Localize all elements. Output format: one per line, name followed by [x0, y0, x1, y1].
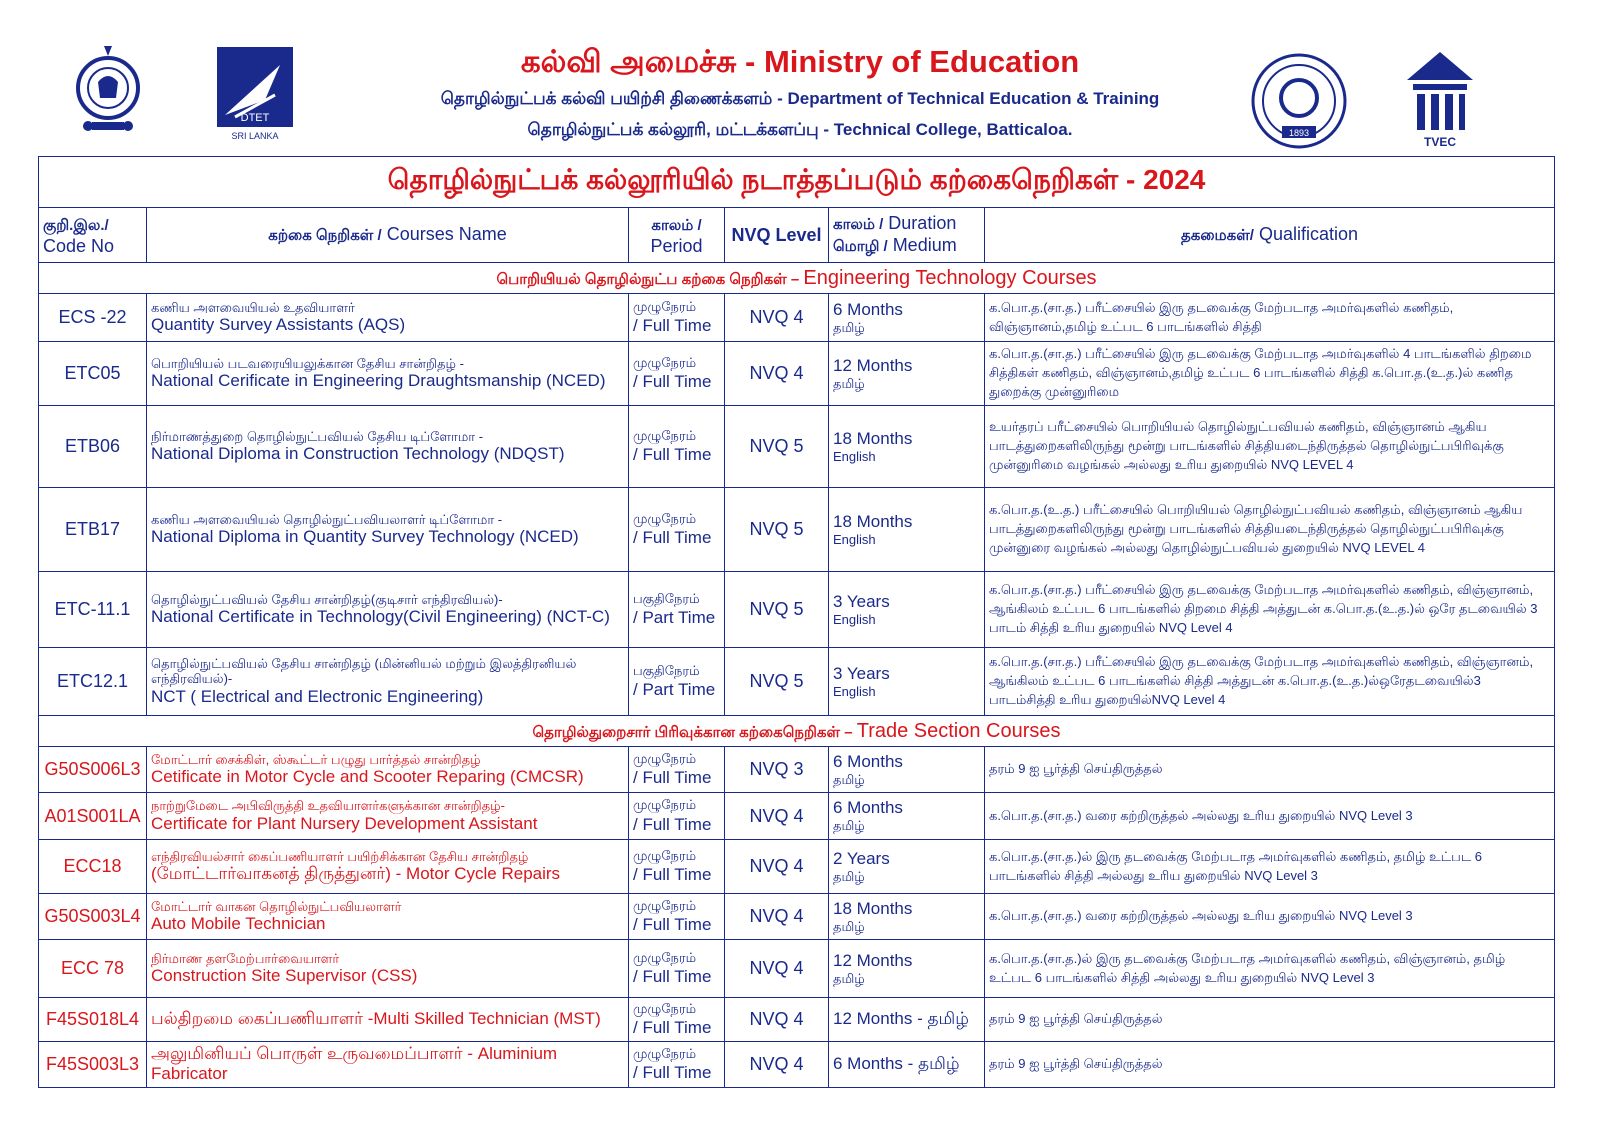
- qualification: க.பொ.த.(சா.த.) வரை கற்றிருத்தல் அல்லது உரிய துறையில் NVQ Level 3: [985, 894, 1555, 940]
- period-cell: [629, 1042, 725, 1088]
- course-row: [39, 840, 1555, 894]
- period-en: / Full Time: [633, 967, 712, 986]
- medium: தமிழ்: [833, 375, 865, 391]
- qualification: க.பொ.த.(உ.த.) பரீட்சையில் பொறியியல் தொழில்நுட்பவியல் கணிதம், விஞ்ஞானம் ஆகிய பாடத்துறைகளிலிருந்து மூன்று பாடங்களில் சித்தியடைந்திருத்தல் தொழில்நுட்பபிரிவுக்கு முன்னுரை வழங்கல் அல்லது தொழில்நுட்பவியல் துறையில் NVQ LEVEL 4: [985, 488, 1555, 572]
- period-cell: [629, 648, 725, 716]
- period-en: / Full Time: [633, 528, 712, 547]
- section-title-en: Engineering Technology Courses: [803, 266, 1097, 289]
- medium: English: [833, 448, 876, 464]
- period-en: / Full Time: [633, 316, 712, 335]
- period-en: / Full Time: [633, 768, 712, 787]
- course-code: ETB06: [39, 406, 147, 488]
- course-name-ta: கணிய அளவையியல் தொழில்நுட்பவியலாளர் டிப்ளோமா -: [151, 511, 503, 527]
- period-ta: முழுநேரம்: [633, 949, 697, 965]
- course-row: [39, 793, 1555, 840]
- course-name-ta: பொறியியல் படவரையியலுக்கான தேசிய சான்றிதழ் -: [151, 355, 464, 371]
- tvec-logo-text: TVEC: [1423, 135, 1457, 148]
- col-header-course: [147, 208, 629, 263]
- period-ta: முழுநேரம்: [633, 298, 697, 314]
- course-name-cell: [147, 747, 629, 793]
- duration: 2 Years: [833, 848, 890, 868]
- course-name-en: Certificate for Plant Nursery Development Assistant: [151, 813, 538, 833]
- duration: 18 Months: [833, 898, 913, 918]
- duration: 12 Months: [833, 950, 913, 970]
- medium: தமிழ்: [833, 771, 865, 787]
- course-name-ta: கணிய அளவையியல் உதவியாளர்: [151, 299, 355, 315]
- period-en: / Full Time: [633, 1062, 712, 1082]
- nvq-level: NVQ 5: [725, 488, 829, 572]
- course-code: ECC 78: [39, 940, 147, 998]
- section-header-row: [39, 263, 1555, 294]
- qualification: க.பொ.த.(சா.த.) பரீட்சையில் இரு தடவைக்கு மேற்படாத அமர்வுகளில் கணிதம், விஞ்ஞானம், ஆங்கிலம் உட்பட 6 பாடங்களில் திறமை சித்தி அத்துடன் க.பொ.த.(உ.த.)ல் ஒரே தடவையில் 3 பாடம் சித்தி உரிய துறையில் NVQ Level 4: [985, 572, 1555, 648]
- qualification: க.பொ.த.(சா.த.) பரீட்சையில் இரு தடவைக்கு மேற்படாத அமர்வுகளில் கணிதம், விஞ்ஞானம், ஆங்கிலம் உட்பட 6 பாடங்களில் சித்தி அத்துடன் க.பொ.த.(உ.த.)ல்ஒரேதடவையில்3 பாடம்சித்தி உரிய துறையில்NVQ Level 4: [985, 648, 1555, 716]
- course-code: F45S003L3: [39, 1042, 147, 1088]
- nvq-level: NVQ 4: [725, 998, 829, 1042]
- course-name-en: Cetificate in Motor Cycle and Scooter Reparing (CMCSR): [151, 767, 584, 787]
- col-header-duration: [829, 208, 985, 263]
- course-name-cell: [147, 648, 629, 716]
- period-cell: [629, 342, 725, 406]
- course-row: [39, 342, 1555, 406]
- col-period-ta: காலம் /: [651, 216, 702, 234]
- course-code: F45S018L4: [39, 998, 147, 1042]
- col-header-qualification: [985, 208, 1555, 263]
- college-title: தொழில்நுட்பக் கல்லூரி, மட்டக்களப்பு - Technical College, Batticaloa.: [527, 120, 1073, 139]
- duration: 18 Months: [833, 511, 913, 531]
- medium: தமிழ்: [833, 918, 865, 934]
- duration-cell: [829, 648, 985, 716]
- duration-cell: [829, 1042, 985, 1088]
- period-en: / Part Time: [633, 680, 716, 699]
- course-name-cell: [147, 940, 629, 998]
- course-name-en: அலுமினியப் பொருள் உருவமைப்பாளர் - Aluminium Fabricator: [151, 1044, 558, 1084]
- course-code: ETC12.1: [39, 648, 147, 716]
- period-en: / Full Time: [633, 372, 712, 391]
- period-ta: முழுநேரம்: [633, 510, 697, 526]
- col-nvq: NVQ Level: [731, 224, 822, 245]
- period-en: / Part Time: [633, 608, 716, 627]
- duration-cell: [829, 998, 985, 1042]
- course-code: ETB17: [39, 488, 147, 572]
- col-code-en: Code No: [43, 235, 115, 256]
- course-name-en: (மோட்டார்வாகனத் திருத்துனர்) - Motor Cycle Repairs: [151, 864, 561, 884]
- duration-cell: [829, 793, 985, 840]
- section-title-ta: தொழில்துறைசார் பிரிவுக்கான கற்கைநெறிகள் –: [532, 723, 857, 741]
- col-header-period: [629, 208, 725, 263]
- dtet-logo-subtext: SRI LANKA: [231, 131, 279, 141]
- col-med-ta: மொழி /: [833, 238, 888, 255]
- duration: 6 Months: [833, 751, 903, 771]
- course-row: [39, 294, 1555, 342]
- period-ta: பகுதிநேரம்: [633, 662, 700, 678]
- medium: தமிழ்: [833, 818, 865, 834]
- period-ta: முழுநேரம்: [633, 1000, 697, 1016]
- qualification: க.பொ.த.(சா.த.) வரை கற்றிருத்தல் அல்லது உரிய துறையில் NVQ Level 3: [985, 793, 1555, 840]
- nvq-level: NVQ 4: [725, 1042, 829, 1088]
- course-code: G50S003L4: [39, 894, 147, 940]
- course-row: [39, 940, 1555, 998]
- course-name-cell: [147, 998, 629, 1042]
- medium: தமிழ்: [833, 868, 865, 884]
- period-cell: [629, 406, 725, 488]
- col-qual-en: Qualification: [1253, 224, 1358, 244]
- courses-table-body: [39, 263, 1555, 1088]
- nvq-level: NVQ 5: [725, 648, 829, 716]
- nvq-level: NVQ 4: [725, 840, 829, 894]
- period-cell: [629, 572, 725, 648]
- dtet-logo-text: DTET: [240, 112, 270, 124]
- course-row: [39, 572, 1555, 648]
- course-row: [39, 894, 1555, 940]
- course-name-cell: [147, 572, 629, 648]
- course-name-ta: எந்திரவியல்சார் கைப்பணியாளர் பயிற்சிக்கான தேசிய சான்றிதழ்: [151, 848, 529, 864]
- nvq-level: NVQ 4: [725, 940, 829, 998]
- duration: 3 Years: [833, 591, 890, 611]
- col-course-ta: கற்கை நெறிகள் /: [268, 227, 382, 244]
- duration: 6 Months: [833, 299, 903, 319]
- nvq-level: NVQ 5: [725, 572, 829, 648]
- period-cell: [629, 940, 725, 998]
- duration-cell: [829, 406, 985, 488]
- course-name-ta: மோட்டார் சைக்கிள், ஸ்கூட்டர் பழுது பார்த்தல் சான்றிதழ்: [151, 751, 481, 767]
- duration-cell: [829, 342, 985, 406]
- ministry-title: கல்வி அமைச்சு - Ministry of Education: [520, 44, 1080, 79]
- period-ta: முழுநேரம்: [633, 847, 697, 863]
- course-name-en: Auto Mobile Technician: [151, 914, 326, 934]
- period-ta: முழுநேரம்: [633, 354, 697, 370]
- course-name-en: National Cerificate in Engineering Draughtsmanship (NCED): [151, 371, 606, 391]
- courses-banner: தொழில்நுட்பக் கல்லூரியில் நடாத்தப்படும் கற்கைநெறிகள் - 2024: [39, 157, 1555, 208]
- course-name-cell: [147, 342, 629, 406]
- col-dur-ta: காலம் /: [833, 216, 884, 233]
- duration-cell: [829, 294, 985, 342]
- qualification: க.பொ.த.(சா.த.)ல் இரு தடவைக்கு மேற்படாத அமர்வுகளில் கணிதம், விஞ்ஞானம், தமிழ் உட்பட 6 பாடங்களில் சித்தி அல்லது உரிய துறையில் NVQ Level 3: [985, 940, 1555, 998]
- qualification: தரம் 9 ஐ பூர்த்தி செய்திருத்தல்: [985, 998, 1555, 1042]
- table-header-row: [39, 208, 1555, 263]
- course-row: [39, 648, 1555, 716]
- section-title: [39, 716, 1555, 747]
- duration: 12 Months - தமிழ்: [833, 1009, 969, 1029]
- period-cell: [629, 488, 725, 572]
- medium: தமிழ்: [833, 319, 865, 335]
- period-cell: [629, 793, 725, 840]
- duration: 6 Months - தமிழ்: [833, 1054, 960, 1074]
- nvq-level: NVQ 4: [725, 294, 829, 342]
- course-name-cell: [147, 294, 629, 342]
- section-title: [39, 263, 1555, 294]
- period-en: / Full Time: [633, 865, 712, 884]
- col-course-en: Courses Name: [381, 224, 507, 244]
- col-header-code: [39, 208, 147, 263]
- course-code: A01S001LA: [39, 793, 147, 840]
- course-name-cell: [147, 894, 629, 940]
- course-name-cell: [147, 488, 629, 572]
- duration: 6 Months: [833, 798, 903, 817]
- course-code: G50S006L3: [39, 747, 147, 793]
- course-name-cell: [147, 406, 629, 488]
- course-name-ta: மோட்டார் வாகன தொழில்நுட்பவியலாளர்: [151, 898, 402, 914]
- course-name-en: பல்திறமை கைப்பணியாளர் -Multi Skilled Technician (MST): [151, 1009, 601, 1029]
- course-name-en: Quantity Survey Assistants (AQS): [151, 315, 406, 335]
- col-header-nvq: [725, 208, 829, 263]
- duration: 18 Months: [833, 428, 913, 448]
- period-ta: பகுதிநேரம்: [633, 590, 700, 606]
- course-row: [39, 747, 1555, 793]
- period-cell: [629, 998, 725, 1042]
- col-qual-ta: தகமைகள்/: [1181, 227, 1254, 244]
- period-cell: [629, 894, 725, 940]
- course-name-cell: [147, 840, 629, 894]
- course-row: [39, 488, 1555, 572]
- course-row: [39, 998, 1555, 1042]
- section-header-row: [39, 716, 1555, 747]
- qualification: க.பொ.த.(சா.த.)ல் இரு தடவைக்கு மேற்படாத அமர்வுகளில் கணிதம், தமிழ் உட்பட 6 பாடங்களில் சித்தி அல்லது உரிய துறையில் NVQ Level 3: [985, 840, 1555, 894]
- page-header: [0, 0, 1600, 152]
- medium: English: [833, 611, 876, 627]
- section-title-en: Trade Section Courses: [856, 719, 1061, 742]
- course-name-ta: நாற்றுமேடை அபிவிருத்தி உதவியாளர்களுக்கான சான்றிதழ்-: [151, 798, 505, 813]
- course-name-ta: நிர்மாண தளமேற்பார்வையாளர்: [151, 950, 340, 966]
- duration-cell: [829, 572, 985, 648]
- section-title-ta: பொறியியல் தொழில்நுட்ப கற்கை நெறிகள் –: [496, 270, 804, 288]
- qualification: க.பொ.த.(சா.த.) பரீட்சையில் இரு தடவைக்கு மேற்படாத அமர்வுகளில் கணிதம், விஞ்ஞானம்,தமிழ் உட்பட 6 பாடங்களில் சித்தி: [985, 294, 1555, 342]
- duration-cell: [829, 488, 985, 572]
- col-code-ta: குறி.இல./: [43, 216, 109, 234]
- qualification: உயர்தரப் பரீட்சையில் பொறியியல் தொழில்நுட்பவியல் கணிதம், விஞ்ஞானம் ஆகிய பாடத்துறைகளிலிருந்து மூன்று பாடங்களில் சித்தியடைந்திருத்தல் தொழில்நுட்பபிரிவுக்கு முன்னுரிமை வழங்கல் அல்லது உரிய துறையில் NVQ LEVEL 4: [985, 406, 1555, 488]
- nvq-level: NVQ 5: [725, 406, 829, 488]
- period-cell: [629, 747, 725, 793]
- seal-year: 1893: [1288, 128, 1310, 138]
- nvq-level: NVQ 4: [725, 894, 829, 940]
- qualification: க.பொ.த.(சா.த.) பரீட்சையில் இரு தடவைக்கு மேற்படாத அமர்வுகளில் 4 பாடங்களில் திறமை சித்திகள் கணிதம், விஞ்ஞானம்,தமிழ் உட்பட 6 பாடங்களில் சித்தி க.பொ.த.(உ.த.)ல் கணித துறைக்கு முன்னுரிமை: [985, 342, 1555, 406]
- duration-cell: [829, 940, 985, 998]
- period-cell: [629, 294, 725, 342]
- course-name-ta: நிர்மாணத்துறை தொழில்நுட்பவியல் தேசிய டிப்ளோமா -: [151, 428, 484, 444]
- nvq-level: NVQ 4: [725, 793, 829, 840]
- duration: 12 Months: [833, 355, 913, 375]
- nvq-level: NVQ 4: [725, 342, 829, 406]
- course-code: ETC-11.1: [39, 572, 147, 648]
- duration-cell: [829, 894, 985, 940]
- course-name-en: Construction Site Supervisor (CSS): [151, 966, 418, 986]
- course-name-ta: தொழில்நுட்பவியல் தேசிய சான்றிதழ் (மின்னியல் மற்றும் இலத்திரனியல் எந்திரவியல்)-: [151, 655, 577, 687]
- period-en: / Full Time: [633, 445, 712, 464]
- duration-cell: [829, 747, 985, 793]
- qualification: தரம் 9 ஐ பூர்த்தி செய்திருத்தல்: [985, 1042, 1555, 1088]
- period-en: / Full Time: [633, 1018, 712, 1037]
- course-name-en: National Diploma in Quantity Survey Technology (NCED): [151, 527, 579, 547]
- medium: English: [833, 531, 876, 547]
- course-name-cell: [147, 1042, 629, 1088]
- qualification: தரம் 9 ஐ பூர்த்தி செய்திருத்தல்: [985, 747, 1555, 793]
- course-name-en: National Diploma in Construction Technology (NDQST): [151, 444, 565, 464]
- course-code: ETC05: [39, 342, 147, 406]
- course-code: ECC18: [39, 840, 147, 894]
- col-dur-en: Duration: [883, 213, 957, 233]
- period-en: / Full Time: [633, 814, 712, 834]
- courses-table: [38, 156, 1555, 1088]
- medium: English: [833, 683, 876, 699]
- course-row: [39, 1042, 1555, 1088]
- col-med-en: Medium: [887, 235, 957, 255]
- course-code: ECS -22: [39, 294, 147, 342]
- period-en: / Full Time: [633, 915, 712, 934]
- course-name-en: NCT ( Electrical and Electronic Engineering): [151, 686, 484, 706]
- course-name-en: National Certificate in Technology(Civil Engineering) (NCT-C): [151, 607, 610, 627]
- period-ta: முழுநேரம்: [633, 897, 697, 913]
- period-ta: முழுநேரம்: [633, 427, 697, 443]
- course-name-ta: தொழில்நுட்பவியல் தேசிய சான்றிதழ்(குடிசார் எந்திரவியல்)-: [151, 591, 503, 607]
- course-name-cell: [147, 793, 629, 840]
- period-ta: முழுநேரம்: [633, 797, 697, 813]
- course-row: [39, 406, 1555, 488]
- period-ta: முழுநேரம்: [633, 1045, 697, 1061]
- period-cell: [629, 840, 725, 894]
- medium: தமிழ்: [833, 970, 865, 986]
- duration: 3 Years: [833, 663, 890, 683]
- duration-cell: [829, 840, 985, 894]
- nvq-level: NVQ 3: [725, 747, 829, 793]
- period-ta: முழுநேரம்: [633, 750, 697, 766]
- col-period-en: Period: [650, 235, 703, 256]
- department-title: தொழில்நுட்பக் கல்வி பயிற்சி திணைக்களம் - Department of Technical Education & Training: [440, 89, 1160, 108]
